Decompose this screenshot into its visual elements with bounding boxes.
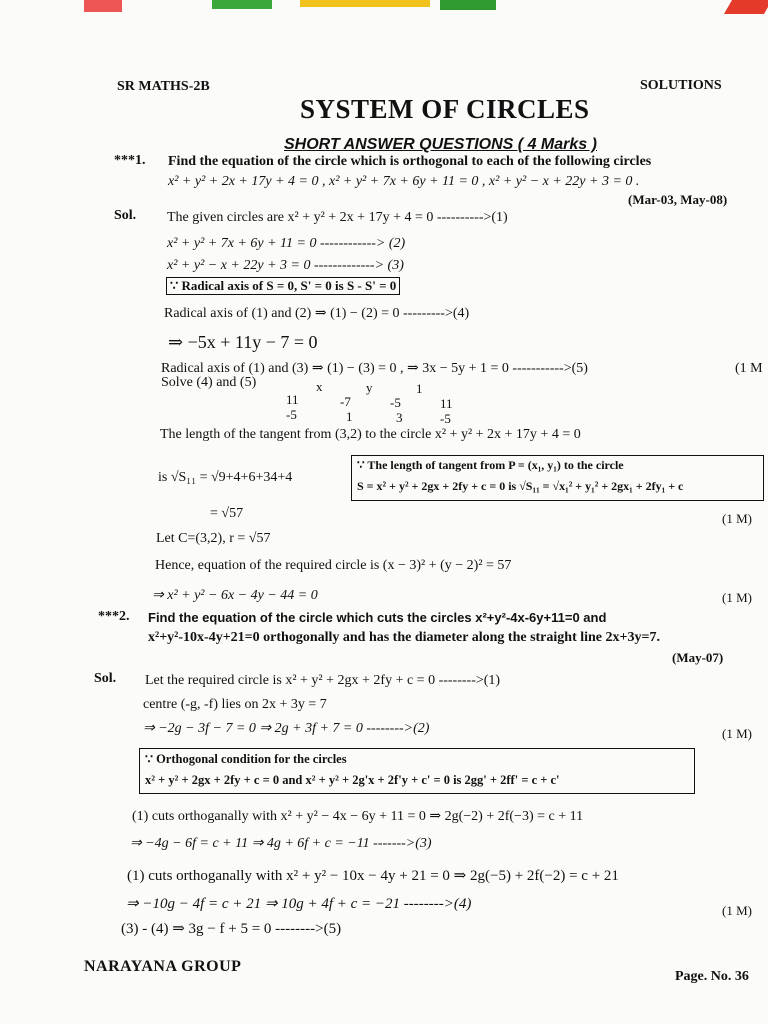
s1-line-13: ⇒ x² + y² − 6x − 4y − 44 = 0 [152, 588, 318, 603]
s2-line-5: ⇒ −4g − 6f = c + 11 ⇒ 4g + 6f + c = −11 ------->(3) [130, 836, 432, 851]
cross-r1-c1: 11 [286, 392, 299, 407]
s1-line-2: x² + y² + 7x + 6y + 11 = 0 ------------> (2) [167, 236, 406, 251]
s1-label: Sol. [114, 208, 137, 223]
s2-line-6: (1) cuts orthoganally with x² + y² − 10x − 4y + 21 = 0 ⇒ 2g(−5) + 2f(−2) = c + 21 [127, 868, 619, 884]
s1-line-9: is √S₁₁ = √9+4+6+34+4 [158, 470, 293, 485]
q1-text: Find the equation of the circle which is orthogonal to each of the following circles [168, 154, 652, 169]
top-decoration-green-2 [440, 0, 496, 10]
top-decoration-red-2 [724, 0, 768, 14]
s1-tangent-box [351, 455, 764, 501]
header-right: SOLUTIONS [640, 78, 722, 93]
cross-r2-c1: -5 [286, 407, 297, 422]
s1-line-12: Hence, equation of the required circle is (x − 3)² + (y − 2)² = 57 [155, 558, 512, 573]
s1-line-1: The given circles are x² + y² + 2x + 17y + 4 = 0 ---------->(1) [167, 210, 508, 225]
s2-line-2: centre (-g, -f) lies on 2x + 3y = 7 [143, 697, 327, 712]
s2-line-1: Let the required circle is x² + y² + 2gx + 2fy + c = 0 -------->(1) [145, 673, 501, 688]
s1-line-5: ⇒ −5x + 11y − 7 = 0 [168, 332, 318, 352]
footer-left: NARAYANA GROUP [84, 958, 242, 975]
cross-hdr-x: x [316, 379, 323, 394]
s1-line-4: Radical axis of (1) and (2) ⇒ (1) − (2) = 0 --------->(4) [164, 306, 470, 321]
q1-equations: x² + y² + 2x + 17y + 4 = 0 , x² + y² + 7x + 6y + 11 = 0 , x² + y² − x + 22y + 3 = 0 . [168, 174, 640, 189]
s1-tangent-box-line-2: S = x² + y² + 2gx + 2fy + c = 0 is √S₁₁ = √x₁² + y₁² + 2gx₁ + 2fy₁ + c [357, 479, 684, 493]
top-decoration-yellow [300, 0, 430, 7]
s2-line-4: (1) cuts orthoganally with x² + y² − 4x − 6y + 11 = 0 ⇒ 2g(−2) + 2f(−3) = c + 11 [132, 809, 584, 824]
s2-line-8: (3) - (4) ⇒ 3g − f + 5 = 0 -------->(5) [121, 921, 342, 937]
s2-orthogonal-box-line-2: x² + y² + 2gx + 2fy + c = 0 and x² + y² + 2g'x + 2f'y + c' = 0 is 2gg' + 2ff' = c + c' [145, 773, 560, 787]
s1-line-7: Solve (4) and (5) [161, 375, 257, 390]
s2-label: Sol. [94, 671, 117, 686]
s2-orthogonal-box [139, 748, 695, 794]
s1-tangent-box-line-1: ∵ The length of tangent from P = (x₁, y₁) to the circle [357, 458, 624, 472]
s1-line-6-marks: (1 M [735, 361, 763, 376]
s1-line-10-marks: (1 M) [722, 511, 752, 526]
s2-line-3-marks: (1 M) [722, 726, 752, 741]
s2-line-3: ⇒ −2g − 3f − 7 = 0 ⇒ 2g + 3f + 7 = 0 -------->(2) [143, 721, 430, 736]
cross-r1-c3: -5 [390, 395, 401, 410]
cross-r2-c3: 3 [396, 410, 403, 425]
q2-reference: (May-07) [672, 650, 724, 665]
cross-r2-c2: 1 [346, 409, 353, 424]
page-title: SYSTEM OF CIRCLES [300, 94, 590, 124]
cross-hdr-y: y [366, 380, 373, 395]
cross-r2-c4: -5 [440, 411, 451, 426]
cross-r1-c2: -7 [340, 394, 351, 409]
top-decoration-red [84, 0, 122, 12]
q1-reference: (Mar-03, May-08) [628, 192, 728, 207]
s2-line-7: ⇒ −10g − 4f = c + 21 ⇒ 10g + 4f + c = −21 -------->(4) [126, 896, 472, 912]
s2-orthogonal-box-line-1: ∵ Orthogonal condition for the circles [145, 752, 347, 766]
cross-hdr-1: 1 [416, 381, 423, 396]
header-left: SR MATHS-2B [117, 79, 210, 94]
s1-line-3: x² + y² − x + 22y + 3 = 0 -------------> (3) [167, 258, 404, 273]
section-subtitle: SHORT ANSWER QUESTIONS ( 4 Marks ) [284, 136, 597, 153]
s1-line-11: Let C=(3,2), r = √57 [156, 531, 271, 546]
q2-text-2: x²+y²-10x-4y+21=0 orthogonally and has the diameter along the straight line 2x+3y=7. [148, 630, 660, 645]
footer-page-number: Page. No. 36 [675, 969, 749, 984]
q2-text: Find the equation of the circle which cuts the circles x²+y²-4x-6y+11=0 and [148, 610, 607, 625]
s2-line-7-marks: (1 M) [722, 903, 752, 918]
s1-line-6: Radical axis of (1) and (3) ⇒ (1) − (3) = 0 , ⇒ 3x − 5y + 1 = 0 ----------->(5) [161, 361, 588, 376]
q2-number: ***2. [98, 609, 130, 624]
s1-radical-axis-box: ∵ Radical axis of S = 0, S' = 0 is S - S' = 0 [166, 277, 400, 295]
q1-number: ***1. [114, 153, 146, 168]
s1-line-13-marks: (1 M) [722, 590, 752, 605]
s1-line-8: The length of the tangent from (3,2) to the circle x² + y² + 2x + 17y + 4 = 0 [160, 427, 581, 442]
cross-r1-c4: 11 [440, 396, 453, 411]
s1-line-10: = √57 [210, 506, 244, 521]
top-decoration-green [212, 0, 272, 9]
